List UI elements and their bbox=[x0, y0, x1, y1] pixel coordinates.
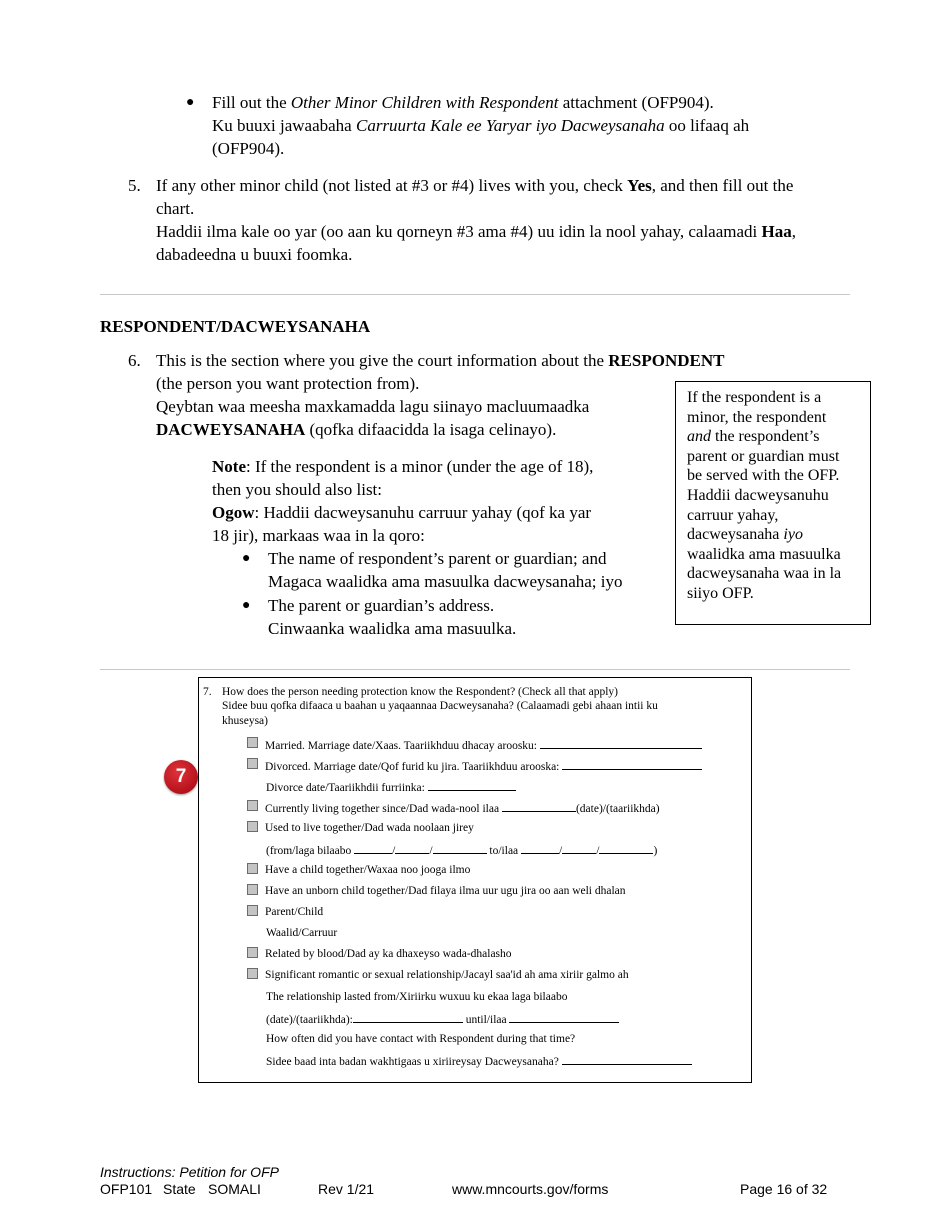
bullet-dot: ● bbox=[186, 95, 195, 110]
respondent-minor-sidebox: If the respondent is a minor, the respondent and the respondent’s parent or guardian must be served with the OFP. Haddii dacweysanuhu carruur yahay, dacweysanaha iyo waalidka ama masuulka dacweysanaha waa in la siiyo OFP. bbox=[675, 381, 871, 625]
parent-child-so: Waalid/Carruur bbox=[266, 927, 338, 939]
step-7-badge: 7 bbox=[164, 760, 198, 794]
item5-text: If any other minor child (not listed at #3 or #4) lives with you, check Yes, and then fill out the chart. Haddii ilma kale oo yar (oo aan ku qorneyn #3 ama #4) uu idin la nool yahay, calaamadi Haa, dabadeedna u buuxi foomka. bbox=[156, 176, 796, 264]
note-bullet-2: The parent or guardian’s address. Cinwaanka waalidka ama masuulka. bbox=[268, 596, 517, 638]
from-to-row: (from/laga bilaabo / / to/ilaa / / ) bbox=[266, 842, 657, 858]
used-to-live-row: Used to live together/Dad wada noolaan jirey bbox=[265, 822, 474, 834]
footer-url[interactable]: www.mncourts.gov/forms bbox=[452, 1181, 609, 1197]
footer-form-id: OFP101 bbox=[100, 1181, 153, 1197]
section-heading: RESPONDENT/DACWEYSANAHA bbox=[100, 317, 371, 336]
romantic-checkbox[interactable] bbox=[247, 968, 258, 979]
note-bullet-1: The name of respondent’s parent or guardian; and Magaca waalidka ama masuulka dacweysanaha; iyo bbox=[268, 549, 623, 591]
unborn-child-row: Have an unborn child together/Dad filaya ilma uur ugu jira oo aan weli dhalan bbox=[265, 885, 626, 897]
item4-bullet-text: Fill out the Other Minor Children with Respondent attachment (OFP904). Ku buuxi jawaabaha Carruurta Kale ee Yaryar iyo Dacweysanaha oo lifaaq ah (OFP904). bbox=[212, 93, 750, 158]
divorce-date-row: Divorce date/Taariikhdii furriinka: bbox=[266, 779, 516, 795]
footer-language: SOMALI bbox=[208, 1181, 261, 1197]
relationship-form-example bbox=[198, 677, 752, 1083]
note-block: Note: If the respondent is a minor (under the age of 18), then you should also list: Ogow: Haddii dacweysanuhu carruur yahay (qof ka yar 18 jir), markaas waa in la qoro: bbox=[212, 457, 594, 545]
unborn-child-checkbox[interactable] bbox=[247, 884, 258, 895]
divorced-row: Divorced. Marriage date/Qof furid ku jira. Taariikhduu arooska: bbox=[265, 758, 702, 774]
bullet-dot: ● bbox=[242, 598, 251, 613]
blood-checkbox[interactable] bbox=[247, 947, 258, 958]
divorced-checkbox[interactable] bbox=[247, 758, 258, 769]
question-line-2: Sidee buu qofka difaaca u baahan u yaqaannaa Dacweysanaha? (Calaamadi gebi ahaan intii ku bbox=[222, 700, 658, 712]
footer-page: Page 16 of 32 bbox=[740, 1181, 828, 1197]
how-often-row: How often did you have contact with Respondent during that time? bbox=[266, 1033, 576, 1045]
item5-number: 5. bbox=[128, 176, 141, 195]
bullet-dot: ● bbox=[242, 551, 251, 566]
used-to-live-checkbox[interactable] bbox=[247, 821, 258, 832]
question-line-1: How does the person needing protection know the Respondent? (Check all that apply) bbox=[222, 686, 619, 698]
child-together-checkbox[interactable] bbox=[247, 863, 258, 874]
date-until-row: (date)/(taariikhda): until/ilaa bbox=[266, 1011, 619, 1027]
footer-rev: Rev 1/21 bbox=[318, 1181, 375, 1197]
divider bbox=[100, 294, 850, 295]
parent-child-checkbox[interactable] bbox=[247, 905, 258, 916]
romantic-row: Significant romantic or sexual relationship/Jacayl saa'id ah ama xiriir galmo ah bbox=[265, 969, 629, 981]
divider bbox=[100, 669, 850, 670]
question-line-3: khuseysa) bbox=[222, 715, 268, 727]
lasted-row: The relationship lasted from/Xiriirku wuxuu ku ekaa laga bilaabo bbox=[266, 991, 568, 1003]
blood-row: Related by blood/Dad ay ka dhaxeyso wada-dhalasho bbox=[265, 948, 512, 960]
married-row: Married. Marriage date/Xaas. Taariikhduu dhacay aroosku: bbox=[265, 737, 702, 753]
item6-number: 6. bbox=[128, 351, 141, 370]
child-together-row: Have a child together/Waxaa noo jooga ilmo bbox=[265, 864, 471, 876]
living-together-row: Currently living together since/Dad wada-nool ilaa (date)/(taariikhda) bbox=[265, 800, 660, 816]
living-together-checkbox[interactable] bbox=[247, 800, 258, 811]
how-often-so-row: Sidee baad inta badan wakhtigaas u xiriireysay Dacweysanaha? bbox=[266, 1053, 692, 1069]
item6-text: This is the section where you give the court information about the RESPONDENT (the person you want protection from). Qeybtan waa meesha maxkamadda lagu siinayo macluumaadka DACWEYSANAHA (qofka difaacidda la isaga celinayo). bbox=[156, 351, 725, 439]
married-checkbox[interactable] bbox=[247, 737, 258, 748]
parent-child-row: Parent/Child bbox=[265, 906, 324, 918]
footer-state: State bbox=[163, 1181, 196, 1197]
question-number: 7. bbox=[203, 686, 212, 698]
footer-title: Instructions: Petition for OFP bbox=[100, 1164, 279, 1180]
